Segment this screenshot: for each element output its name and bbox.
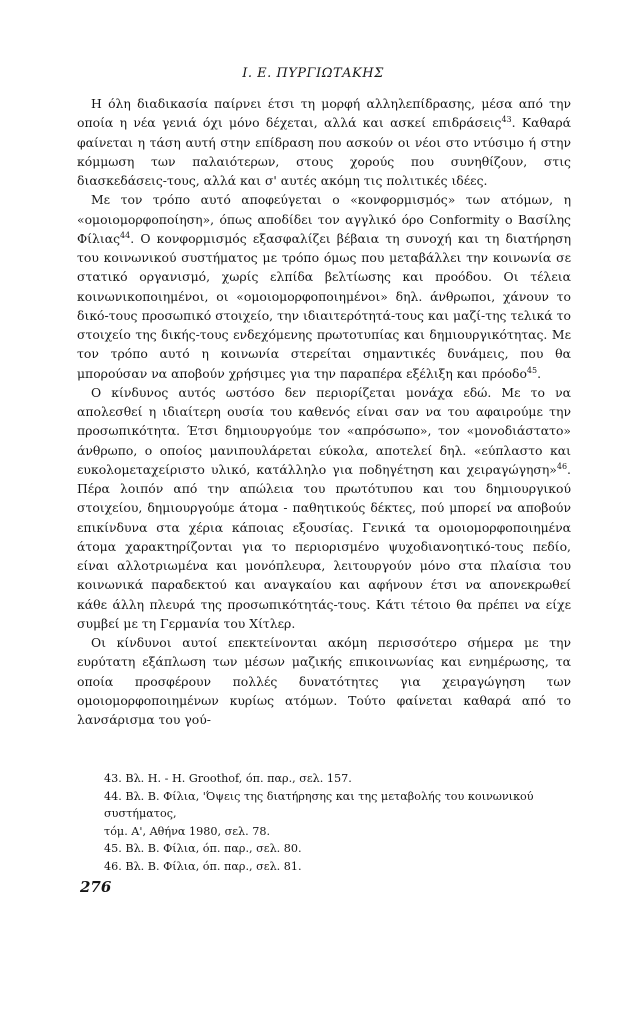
footnote-ref-44: 44	[120, 230, 131, 240]
paragraph-text: .	[537, 365, 542, 381]
footnotes	[77, 770, 571, 875]
paragraph	[77, 94, 571, 190]
footnote-44-continuation: τόμ. Α', Αθήνα 1980, σελ. 78.	[104, 824, 271, 838]
paragraph-text: Με τον τρόπο αυτό αποφεύγεται ο «κονφορμισμός» των ατόμων, η «ομοιομορφοποίηση», όπως αποδίδει τον αγγλικό όρο Conformity ο Βασίλης Φίλιας	[77, 192, 571, 246]
footnote-ref-43: 43	[501, 115, 512, 125]
footnote-44: 44. Βλ. Β. Φίλια, 'Όψεις της διατήρησης και της μεταβολής του κοινωνικού συστήματος,	[104, 789, 534, 820]
paragraph-text: . Ο κονφορμισμός εξασφαλίζει βέβαια τη συνοχή και τη διατήρηση του κοινωνικού συστήματος με τρόπο όμως που μεταβάλλει την κοινωνία σε στατικό οργανισμό, χωρίς ελπίδα βελτίωσης και προόδου. Οι τέλεια κοινωνικοποιημένοι, οι «ομοιομορφοποιημένοι» δηλ. άνθρωποι, χάνουν το δικό-τους προσωπικό στοιχείο, την ιδιαιτερότητά-τους και μαζί-της τελικά το στοιχείο της δικής-τους ενδεχόμενης πρωτοτυπίας και δημιουργικότητας. Με τον τρόπο αυτό η κοινωνία στερείται σημαντικές δυνάμεις, που θα μπορούσαν να αποβούν χρήσιμες για την παραπέρα εξέλιξη και πρόοδο	[77, 230, 571, 381]
footnote-43: 43. Βλ. Η. - Η. Groothof, όπ. παρ., σελ. 157.	[104, 772, 352, 785]
paragraph	[77, 383, 571, 633]
running-head: Ι. Ε. ΠΥΡΓΙΩΤΑΚΗΣ	[242, 66, 384, 81]
paragraph-text: . Πέρα λοιπόν από την απώλεια του πρωτότυπου και του δημιουργικού στοιχείου, δημιουργούμε άτομα - παθητικούς δέκτες, πού μπορεί να αποβούν επικίνδυνα στα χέρια κάποιας εξουσίας. Γενικά τα ομοιομορφοποιημένα άτομα χαρακτηρίζονται για το περιορισμένο ψυχοδιανοητικό-τους πεδίο, είναι αλλοτριωμένα και μονόπλευρα, λειτουργούν μόνο στα πλαίσια του κοινωνικά παραδεκτού και αναγκαίου και αφήνουν έτσι να απονεκρωθεί κάθε άλλη πλευρά της προσωπικότητάς-τους. Κάτι τέτοιο θα πρέπει να είχε συμβεί με τη Γερμανία του Χίτλερ.	[77, 461, 571, 631]
paragraph	[77, 190, 571, 383]
paragraph-text: Οι κίνδυνοι αυτοί επεκτείνονται ακόμη περισσότερο σήμερα με την ευρύτατη εξάπλωση των μέσων μαζικής επικοινωνίας και ενημέρωσης, τα οποία προσφέρουν πολλές δυνατότητες για χειραγώγηση των ομοιομορφοποιημένων κυρίως ατόμων. Τούτο φαίνεται καθαρά από το λανσάρισμα του γού-	[77, 635, 571, 727]
paragraph-text: Η όλη διαδικασία παίρνει έτσι τη μορφή αλληλεπίδρασης, μέσα από την οποία η νέα γενιά όχι μόνο δέχεται, αλλά και ασκεί επιδράσεις	[77, 96, 571, 131]
footnote-ref-46: 46	[556, 461, 568, 471]
page-number: 276	[80, 878, 112, 896]
footnote-46: 46. Βλ. Β. Φίλια, όπ. παρ., σελ. 81.	[104, 859, 302, 873]
paragraph-text: Ο κίνδυνος αυτός ωστόσο δεν περιορίζεται μονάχα εδώ. Με το να απολεσθεί η ιδιαίτερη ουσία του καθενός είναι σαν να του αφαιρούμε την προσωπικότητα. Έτσι δημιουργούμε τον «απρόσωπο», τον «μονοδιάστατο» άνθρωπο, ο οποίος μανιπουλάρεται εύκολα, αποτελεί δηλ. «εύπλαστο και ευκολομεταχείριστο υλικό, κατάλληλο για ποδηγέτηση και χειραγώγηση»	[77, 384, 571, 477]
paragraph-text: . Καθαρά φαίνεται η τάση αυτή στην επίδραση που ασκούν οι νέοι στο ντύσιμο ή στην κόμμωση των παλαιότερων, στους χορούς που συνηθίζουν, στις διασκεδάσεις-τους, αλλά και σ' αυτές ακόμη τις πολιτικές ιδέες.	[77, 115, 572, 188]
paragraph	[77, 633, 571, 729]
footnote-ref-45: 45	[526, 365, 538, 375]
body-text	[77, 94, 571, 729]
footnote-45: 45. Βλ. Β. Φίλια, όπ. παρ., σελ. 80.	[104, 842, 302, 855]
